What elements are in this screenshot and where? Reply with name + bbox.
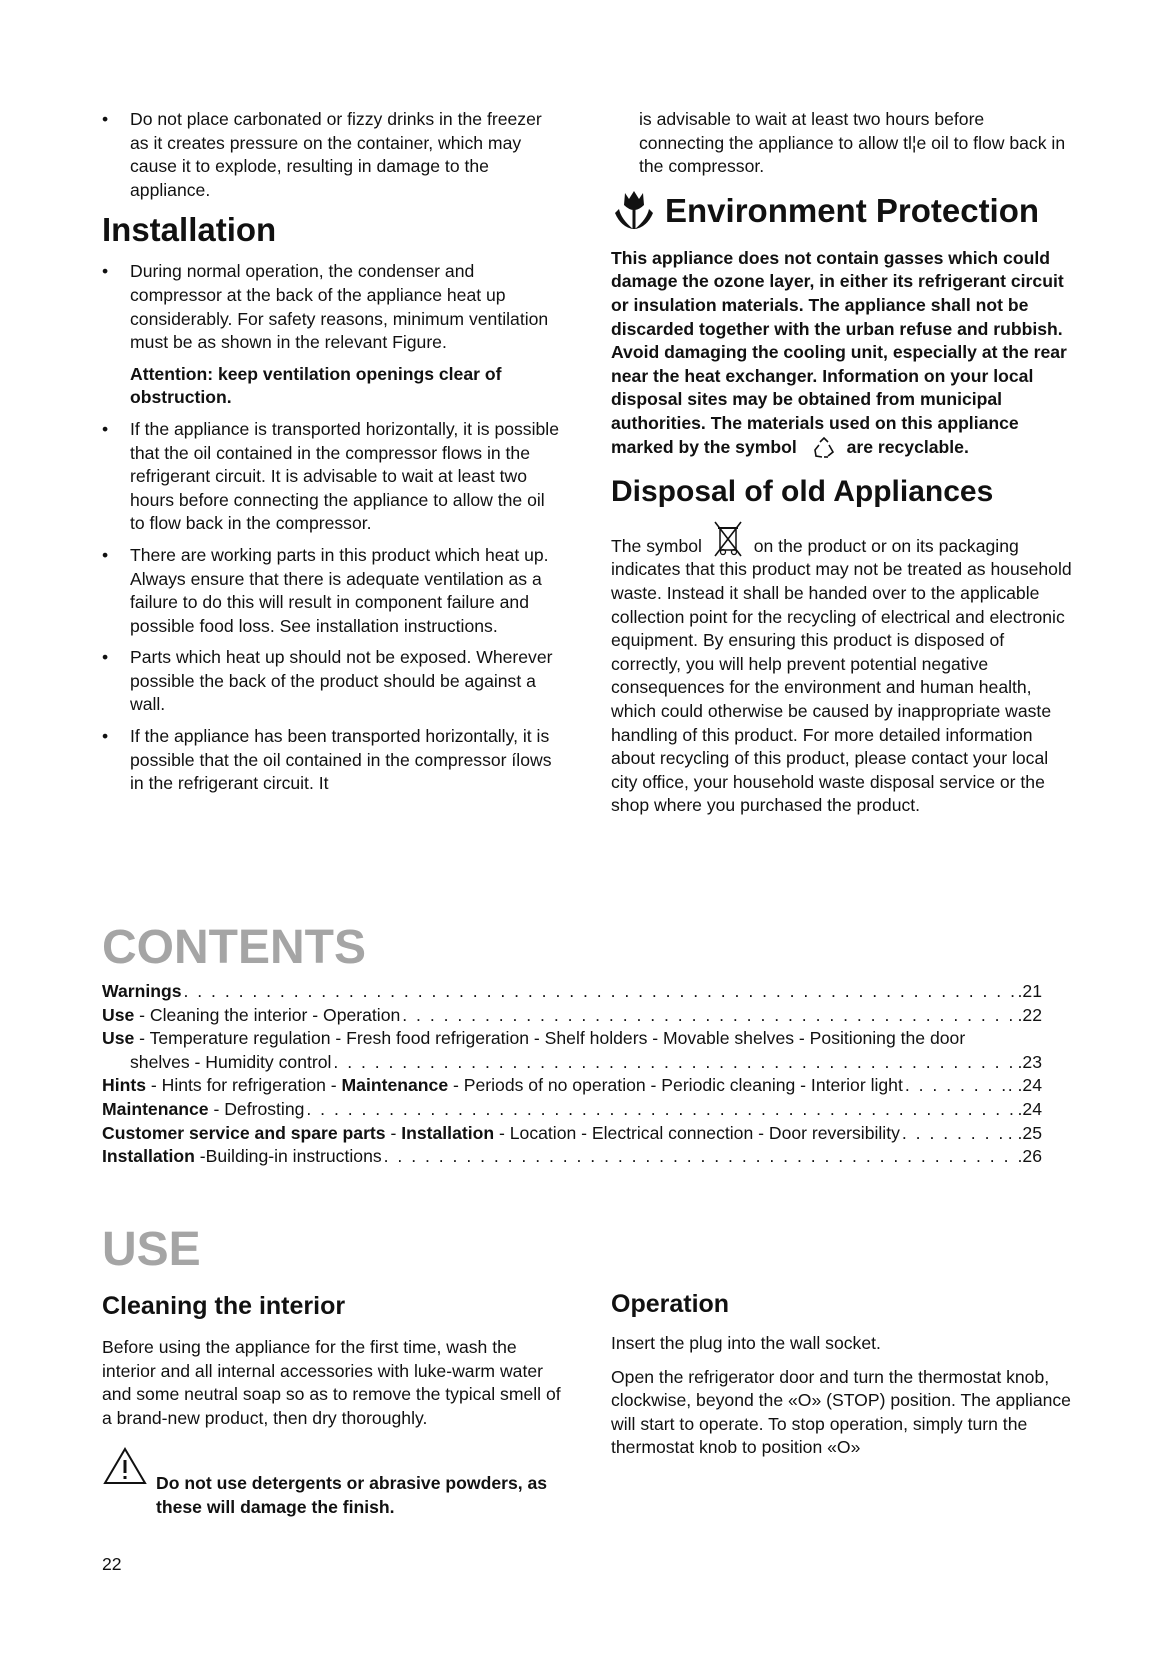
toc-page: . .25: [1007, 1122, 1042, 1143]
toc-row: [102, 1027, 1042, 1051]
toc-leader: [333, 1051, 1015, 1075]
operation-section: [611, 1288, 1073, 1460]
toc-page: .22: [1017, 1004, 1042, 1025]
environment-body: This appliance does not contain gasses which could damage the ozone layer, in either its refrigerant circuit or insulation materials. The appliance shall not be discarded together with the urban refuse and rubbish. Avoid damaging the cooling unit, especially at the rear near the heat exchanger. Information on your local disposal sites may be obtained from municipal authorities. The materials used on this appliance marked by the symbol are recyclable.: [611, 247, 1073, 460]
toc-page: .21: [1017, 981, 1042, 1001]
warning-triangle-icon: [102, 1446, 148, 1486]
toc-entry: shelves - Humidity control: [130, 1051, 332, 1072]
operation-p2: Open the refrigerator door and turn the thermostat knob, clockwise, beyond the «O» (STOP) position. The appliance will start to operate. To stop operation, simply turn the thermostat knob to position «O»: [611, 1366, 1071, 1458]
toc-row: [102, 1098, 1042, 1122]
warning-note: [102, 1452, 564, 1519]
continuation-text: is advisable to wait at least two hours before connecting the appliance to allow tl¦e oil to flow back in the compressor.: [639, 109, 1066, 177]
bullet: •: [102, 726, 109, 747]
toc-entry: Maintenance - Defrosting: [102, 1098, 305, 1119]
warning-text: Do not use detergents or abrasive powders, as these will damage the finish.: [156, 1473, 548, 1517]
toc-leader: [384, 1145, 1016, 1169]
crossed-wheelie-bin-icon: [711, 520, 745, 558]
toc-page: . .24: [1007, 1075, 1042, 1096]
page-number: 22: [102, 1554, 122, 1574]
toc-leader: [306, 1098, 1015, 1122]
toc-leader: [905, 1074, 1006, 1098]
left-column: [102, 108, 564, 804]
toc-entry: Use - Temperature regulation - Fresh food refrigeration - Shelf holders - Movable shelves - Positioning the door: [102, 1028, 966, 1049]
toc-row: [102, 1004, 1042, 1028]
cleaning-section: [102, 1290, 564, 1520]
toc-entry: Warnings: [102, 981, 182, 1001]
toc-page: .24: [1017, 1098, 1042, 1119]
toc-leader: [402, 1004, 1015, 1028]
toc-page: .26: [1017, 1146, 1042, 1167]
environment-title: [611, 189, 1073, 233]
operation-p1: Insert the plug into the wall socket.: [611, 1333, 881, 1353]
toc-entry: Installation -Building-in instructions: [102, 1146, 382, 1167]
disposal-body: The symbol on the product or on its packaging indicates that this product may not be treated as household waste. Instead it shall be handed over to the applicable collection point for the recycling of electrical and electronic equipment. By ensuring this product is disposed of correctly, you will help prevent potential negative consequences for the environment and human health, which could otherwise be caused by inappropriate waste handling of this product. For more detailed information about recycling of this product, please contact your local city office, your household waste disposal service or the shop where you purchased the product.: [611, 520, 1073, 818]
toc-row: [102, 1051, 1042, 1075]
recycle-icon: [812, 436, 836, 460]
use-heading: USE: [102, 1223, 201, 1276]
installation-list: [102, 260, 564, 354]
toc-row: [102, 980, 1042, 1004]
toc-row: [102, 1122, 1042, 1146]
list-item: • Parts which heat up should not be exposed. Wherever possible the back of the product should be against a wall.: [102, 647, 553, 715]
contents-heading: CONTENTS: [102, 921, 366, 974]
list-item: • If the appliance has been transported horizontally, it is possible that the oil contained in the compressor ílows in the refrigerant circuit. It: [102, 726, 552, 794]
attention-note: Attention: keep ventilation openings clear of obstruction.: [130, 363, 502, 408]
toc-row: [102, 1074, 1042, 1098]
toc-entry: Hints - Hints for refrigeration - Maintenance - Periods of no operation - Periodic cleaning - Interior light: [102, 1075, 903, 1096]
bullet: •: [102, 544, 109, 565]
list-item: • If the appliance is transported horizontally, it is possible that the oil contained in the compressor flows in the refrigerant circuit. It is advisable to wait at least two hours before connecting the appliance to allow the oil to flow back in the compressor.: [102, 418, 559, 534]
toc-entry: Use - Cleaning the interior - Operation: [102, 1004, 401, 1025]
operation-heading: Operation: [611, 1290, 730, 1318]
installation-list-cont: [102, 418, 564, 796]
installation-heading: Installation: [102, 211, 277, 249]
toc-leader: [184, 980, 1016, 1004]
toc-page: .23: [1017, 1051, 1042, 1072]
bullet: •: [102, 109, 109, 129]
list-item: • Do not place carbonated or fizzy drinks in the freezer as it creates pressure on the container, which may cause it to explode, resulting in damage to the appliance.: [102, 109, 542, 200]
environment-flower-icon: [611, 189, 657, 233]
cleaning-heading: Cleaning the interior: [102, 1292, 346, 1320]
list-item: • During normal operation, the condenser and compressor at the back of the appliance heat up considerably. For safety reasons, minimum ventilation must be as shown in the relevant Figure.: [102, 261, 549, 353]
warnings-list: [102, 108, 564, 202]
list-item: • There are working parts in this product which heat up. Always ensure that there is adequate ventilation as a failure to do this will result in component failure and possible food loss. See installation instructions.: [102, 544, 549, 636]
environment-heading: Environment Protection: [665, 191, 1040, 229]
cleaning-body: Before using the appliance for the first time, wash the interior and all internal accessories with luke-warm water and some neutral soap so as to remove the typical smell of a brand-new product, then dry thoroughly.: [102, 1337, 561, 1428]
right-column: [611, 108, 1073, 818]
toc-row: [102, 1145, 1042, 1169]
toc-entry: Customer service and spare parts - Installation - Location - Electrical connection - Door reversibility: [102, 1122, 900, 1143]
bullet: •: [102, 418, 109, 439]
toc-leader: [902, 1122, 1006, 1146]
bullet: •: [102, 647, 109, 668]
disposal-heading: Disposal of old Appliances: [611, 474, 994, 508]
table-of-contents: [102, 980, 1042, 1169]
bullet: •: [102, 261, 109, 282]
